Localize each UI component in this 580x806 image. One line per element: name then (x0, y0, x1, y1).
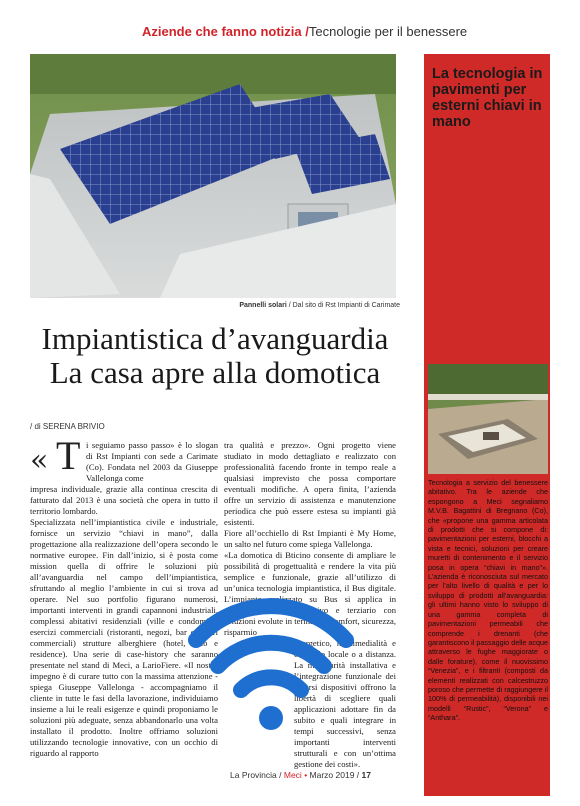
title-line-1: Impiantistica d’avanguardia (41, 321, 389, 356)
drop-cap-letter: T (56, 433, 81, 478)
sidebar-text: Tecnologia a servizio del benessere abitativo. Tra le aziende che espongono a Meci segnaliamo M.V.B. Bagattini di Bregnano (Co), che «propone una gamma articolata di prodotti che si compone di: pavimentazioni per esterni, blocchi a vista e tecnici, soluzioni per creare muretti di contenimento e il servizio posa in opera “chiavi in mano”». L’azienda è riconosciuta sul mercato per l’alto livello di qualità e per lo sviluppo di prodotti all’avanguardia: gli ultimi hanno visto lo sviluppo di una gamma completa di pavimentazioni permeabili che comprende i drenanti (che garantiscono il passaggio delle acque attraverso le fughe maggiorate o dalle forature), come il nuovissimo “Venezia”, e i filtranti (composti da elementi realizzati con calcestruzzo poroso che permette di raggiungere il 100% di permeabilità), disponibili nei modelli “Rustic”, “Verona” e “Anthara”. (428, 478, 548, 723)
patio-photo (428, 364, 548, 474)
wifi-icon (186, 578, 356, 738)
paragraph: Specializzata nell’impiantistica civile e industriale, fornisce un servizio “chiavi in mano”, dalla progettazione alla realizzazione dell’opera secondo le normative europee. Fin dall’inizio, si è posta come mission quella di offrire le soluzioni più all’avanguardia nel campo dell’impiantistica, sfruttando al meglio l’ambiente in cui si trova ad operare. Nel suo portfolio figurano numerosi, importanti interventi in grandi capannoni industriali, complessi abitativi residenziali (ville e condomini) esercizi commerciali (ristoranti, negozi, bar e centri commerciali) strutture alberghiere (hotel, b&b e residence). Una serie di case-history che saranno presentate nel stand di Meci, a LarioFiere. «Il nostro impegno è di curare tutto con la massima attenzione - spiega Giuseppe Vallelonga - accompagniamo il cliente in tutte le fasi della lavorazione, individuiamo insieme a lui le reali esigenze e quindi proponiamo le soluzioni più adeguate, senza abbandonarlo una volta installato il prodotto. Inoltre offriamo soluzioni utilizzando tecnologie innovative, con un occhio di riguardo al rapporto (30, 517, 218, 758)
sidebar-title: La tecnologia in pavimenti per esterni chiavi in mano (432, 66, 543, 130)
page-footer (230, 770, 371, 780)
header-separator: / (301, 24, 309, 39)
paragraph: impresa individuale, grazie alla continua crescita di fatturato dal 2013 è una società che opera in tutto il territorio lombardo. (30, 484, 218, 516)
footer-separator: / (354, 770, 362, 780)
solar-panels-photo (30, 54, 396, 298)
title-line-2: La casa apre alla domotica (49, 355, 381, 390)
caption-credit: / Dal sito di Rst Impianti di Carimate (286, 302, 400, 309)
publication-name: La Provincia (230, 770, 277, 780)
paragraph: Fiore all’occhiello di Rst Impianti è My Home, un salto nel futuro come spiega Vallelonga. (224, 528, 396, 549)
photo-caption (180, 302, 400, 309)
footer-separator: / (276, 770, 284, 780)
byline: / di SERENA BRIVIO (30, 422, 105, 431)
subsection-name: Tecnologie per il benessere (308, 24, 468, 39)
article-title (30, 322, 400, 390)
footer-separator: • (301, 770, 310, 780)
paragraph: energetico, multimedialità e controllo locale o a distanza. La modularità installativa e l’integrazione funzionale dei diversi dispositivi offrono la libertà di scegliere quali applicazioni adottare fin da subito e quali integrare in tempi successivi, senza importanti interventi strutturali e con un’ottima gestione dei costi». (294, 638, 396, 769)
intro-paragraph: i seguiamo passo passo» è lo slogan di Rst Impianti con sede a Carimate (Co). Fondata nel 2003 da Giuseppe Vallelonga come (86, 440, 218, 483)
drop-quote-mark: « (30, 443, 49, 478)
issue-date: Marzo 2019 (309, 770, 355, 780)
section-header (142, 24, 467, 39)
page-number: 17 (361, 770, 371, 780)
supplement-name: Meci (283, 770, 302, 780)
section-name: Aziende che fanno notizia (142, 24, 302, 39)
caption-bold: Pannelli solari (239, 302, 287, 309)
paragraph: «La domotica di Bticino consente di ampliare le possibilità di progettualità e rendere la vita più semplice e funzionale, grazie all’utilizzo di un’unica tecnologia impiantistica, il Bus digitale. L’impianto realizzato su Bus si applica in qualsiasi contesto abitativo e terziario con soluzioni evolute in termini di comfort, sicurezza, risparmio (224, 550, 396, 637)
paragraph: tra qualità e prezzo». Ogni progetto viene studiato in modo dettagliato e realizzato con professionalità facendo fronte in tempo reale a qualsiasi imprevisto che possa comportare eventuali modifiche. A opera finita, l’azienda offre un servizio di assistenza e manutenzione periodica che può essere estesa su impianti già esistenti. (224, 440, 396, 527)
